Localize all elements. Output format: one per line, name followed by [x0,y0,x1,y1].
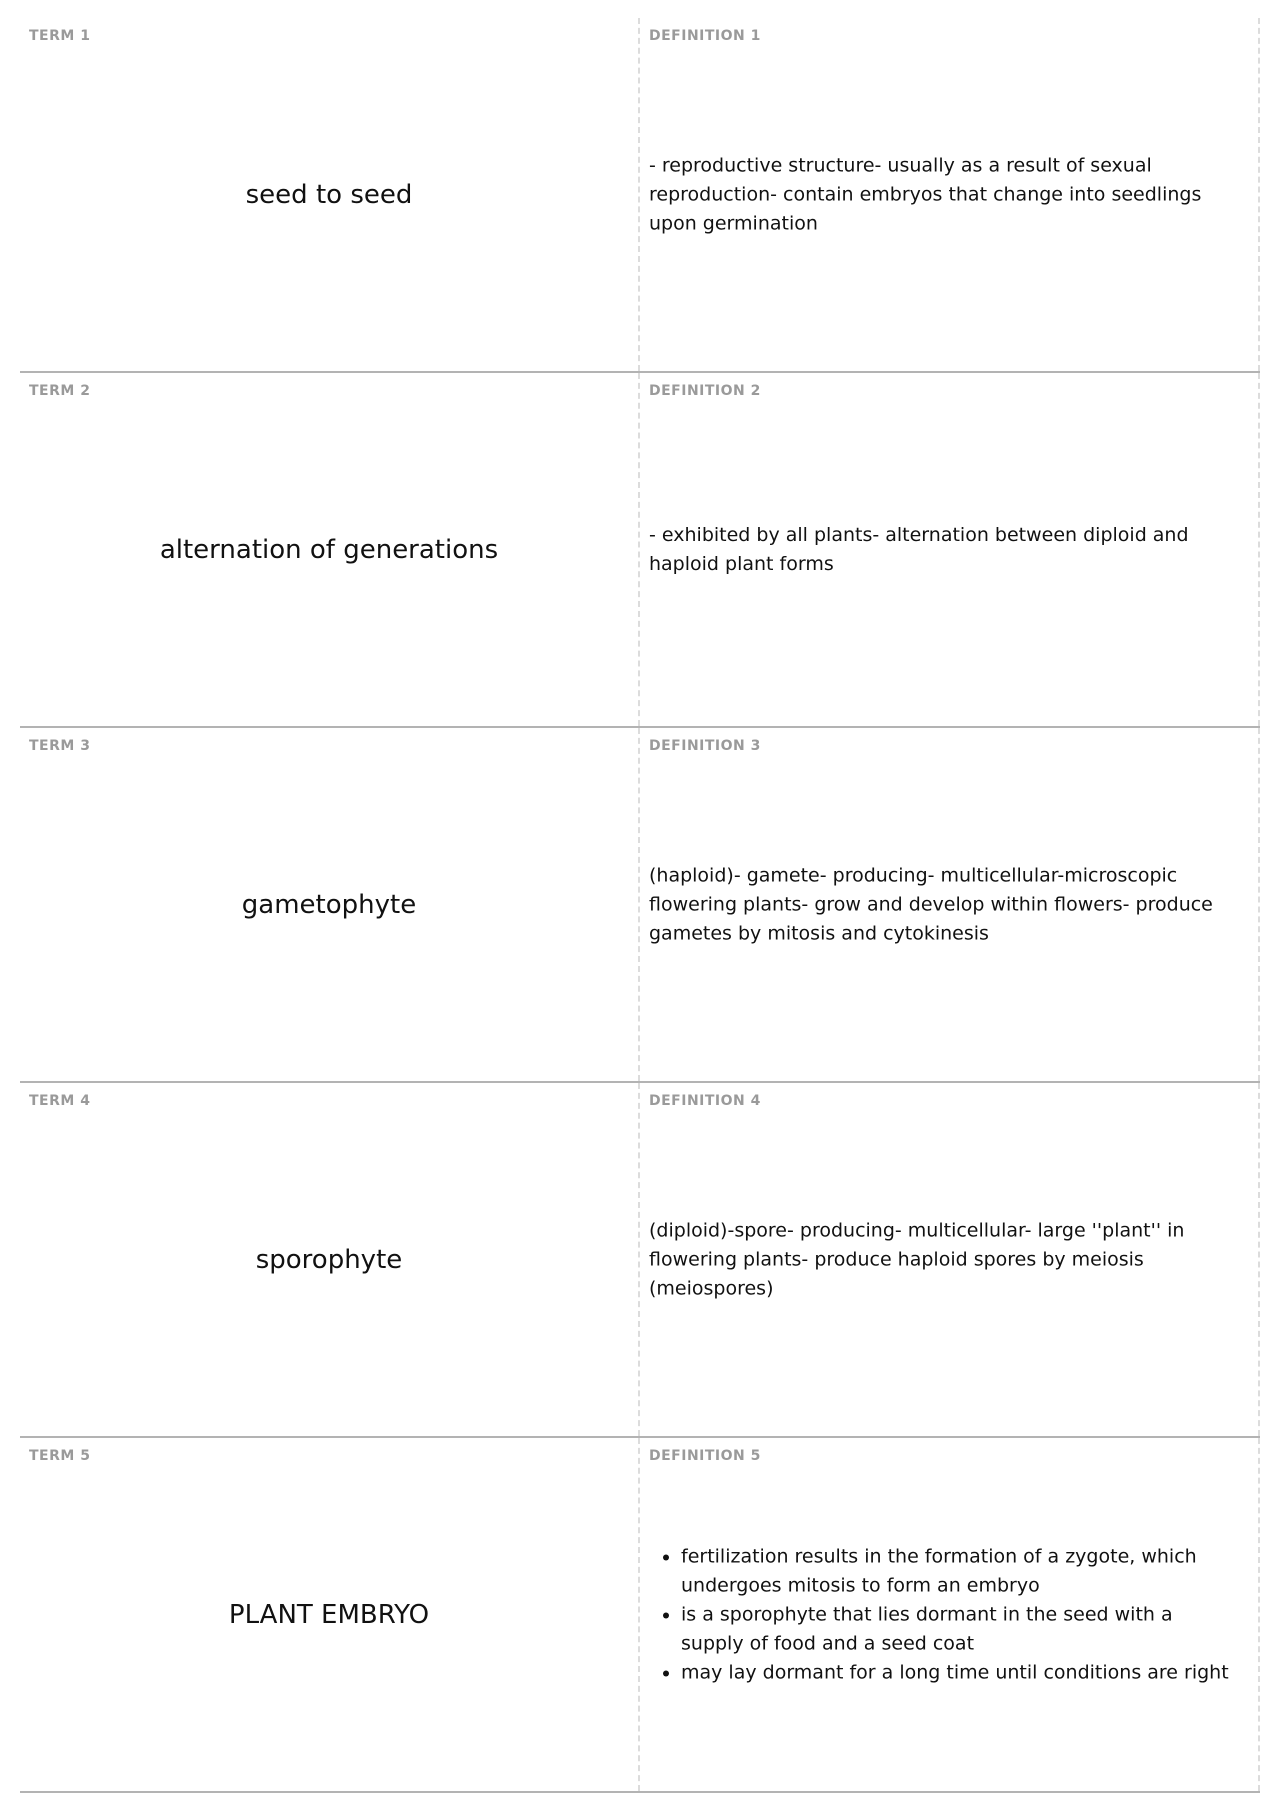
definition-cell-1 [640,18,1260,371]
card-row-2 [20,373,1260,728]
term-text: alternation of generations [159,534,499,565]
term-text: seed to seed [245,179,413,210]
term-cell-4 [20,1083,640,1436]
flashcard-sheet [20,18,1260,1793]
term-label: TERM 1 [29,28,91,44]
definition-list [649,1542,1240,1687]
definition-text: - reproductive structure- usually as a result of sexual reproduction- contain embryos that change into seedlings upon germination [649,154,1202,234]
definition-cell-2 [640,373,1260,726]
term-label: TERM 2 [29,383,91,399]
card-row-4 [20,1083,1260,1438]
definition-label: DEFINITION 4 [649,1093,761,1109]
definition-label: DEFINITION 2 [649,383,761,399]
definition-list-item: • is a sporophyte that lies dormant in the seed with a supply of food and a seed coat [681,1600,1240,1658]
term-cell-5 [20,1438,640,1791]
definition-cell-3 [640,728,1260,1081]
term-cell-1 [20,18,640,371]
term-label: TERM 4 [29,1093,91,1109]
definition-label: DEFINITION 3 [649,738,761,754]
term-cell-2 [20,373,640,726]
term-label: TERM 3 [29,738,91,754]
card-row-1 [20,18,1260,373]
definition-cell-4 [640,1083,1260,1436]
term-cell-3 [20,728,640,1081]
term-text: sporophyte [255,1244,403,1275]
card-row-3 [20,728,1260,1083]
definition-cell-5 [640,1438,1260,1791]
definition-text [649,1542,1240,1687]
card-row-5 [20,1438,1260,1793]
definition-text: (haploid)- gamete- producing- multicellular-microscopic flowering plants- grow and develop within flowers- produce gametes by mitosis and cytokinesis [649,864,1213,944]
definition-text: (diploid)-spore- producing- multicellular- large ''plant'' in flowering plants- produce haploid spores by meiosis (meiospores) [649,1219,1185,1299]
term-text: gametophyte [241,889,417,920]
definition-label: DEFINITION 5 [649,1448,761,1464]
definition-list-item: • may lay dormant for a long time until conditions are right [681,1658,1240,1687]
definition-label: DEFINITION 1 [649,28,761,44]
term-label: TERM 5 [29,1448,91,1464]
term-text: PLANT EMBRYO [228,1599,430,1630]
definition-text: - exhibited by all plants- alternation between diploid and haploid plant forms [649,523,1189,575]
definition-list-item: • fertilization results in the formation of a zygote, which undergoes mitosis to form an embryo [681,1542,1240,1600]
